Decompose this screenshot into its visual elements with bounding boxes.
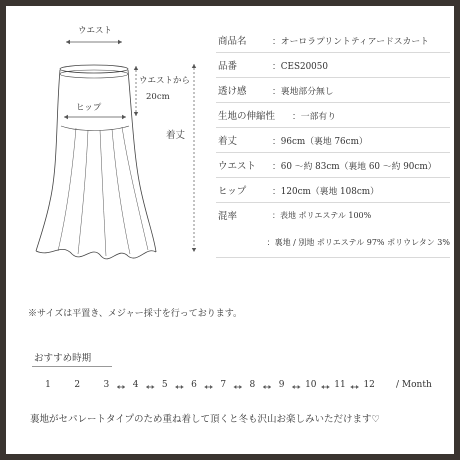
spec-value: ：裏地部分無し: [272, 86, 334, 97]
spec-row-sheer: [216, 78, 450, 103]
spec-key: 品番: [218, 61, 238, 72]
spec-value: ：表地 ポリエステル 100%: [272, 210, 372, 220]
spec-value: ：60 ～約 83cm（裏地 60 ～約 90cm）: [272, 161, 437, 172]
month-label: 8: [249, 380, 256, 390]
length-label: 着丈: [166, 130, 186, 141]
range-arrow: [175, 385, 183, 389]
spec-key: 生地の伸縮性: [218, 111, 276, 122]
hip-label: ヒップ: [76, 103, 102, 113]
spec-value: ：オーロラプリントティアードスカート: [272, 36, 429, 47]
waist-to-hip-label: ウエストから: [139, 76, 191, 86]
spec-value: ：96cm（裏地 76cm）: [272, 136, 368, 147]
spec-key: 商品名: [218, 36, 247, 47]
month-label: 7: [220, 380, 227, 390]
month-label: 6: [191, 380, 197, 390]
range-arrow: [146, 385, 154, 389]
month-label: 5: [161, 380, 168, 390]
measurement-note: ※サイズは平置き、メジャー採寸を行っております。: [28, 309, 243, 319]
range-arrow: [351, 385, 359, 389]
month-label: 2: [74, 380, 81, 390]
month-label: 11: [334, 380, 346, 390]
spec-row-code: [216, 53, 450, 78]
range-arrow: [321, 385, 329, 389]
spec-key: ヒップ: [218, 186, 247, 197]
spec-value: ：一部有り: [292, 111, 336, 122]
spec-key: ウエスト: [218, 161, 257, 172]
spec-row-material: [216, 203, 450, 227]
month-unit: / Month: [396, 380, 432, 390]
spec-value: ：120cm（裏地 108cm）: [272, 186, 379, 197]
month-scale: [6, 380, 454, 394]
month-label: 12: [363, 380, 375, 390]
spec-key: 着丈: [218, 136, 238, 147]
spec-row-material-lining: [216, 227, 450, 258]
month-label: 10: [305, 380, 317, 390]
month-label: 9: [278, 380, 285, 390]
spec-row-hip: [216, 178, 450, 203]
recommended-range-arrow-icon: [6, 380, 454, 394]
waist-to-hip-value: 20cm: [146, 92, 170, 102]
footer-message: 裏地がセパレートタイプのため重ね着して頂くと冬も沢山お楽しみいただけます♡: [30, 414, 381, 425]
month-label: 1: [45, 380, 51, 390]
range-arrow: [263, 385, 271, 389]
spec-row-stretch: [216, 103, 450, 128]
spec-key: 透け感: [218, 86, 247, 97]
spec-row-length: [216, 128, 450, 153]
range-arrow: [117, 385, 125, 389]
range-arrow: [205, 385, 213, 389]
season-title: おすすめ時期: [34, 353, 92, 364]
season-title-underline: [32, 366, 112, 367]
month-label: 3: [103, 380, 110, 390]
range-arrow: [234, 385, 242, 389]
month-label: 4: [132, 380, 139, 390]
spec-key: 混率: [218, 211, 238, 222]
spec-row-name: [216, 28, 450, 53]
waist-label: ウエスト: [78, 26, 113, 36]
skirt-diagram: [6, 6, 216, 276]
spec-table: [216, 28, 450, 258]
spec-value: ：CES20050: [272, 61, 328, 72]
product-size-card: [6, 6, 454, 454]
spec-value: ：裏地 / 別地 ポリエステル 97% ポリウレタン 3%: [266, 237, 450, 247]
spec-row-waist: [216, 153, 450, 178]
range-arrow: [292, 385, 300, 389]
